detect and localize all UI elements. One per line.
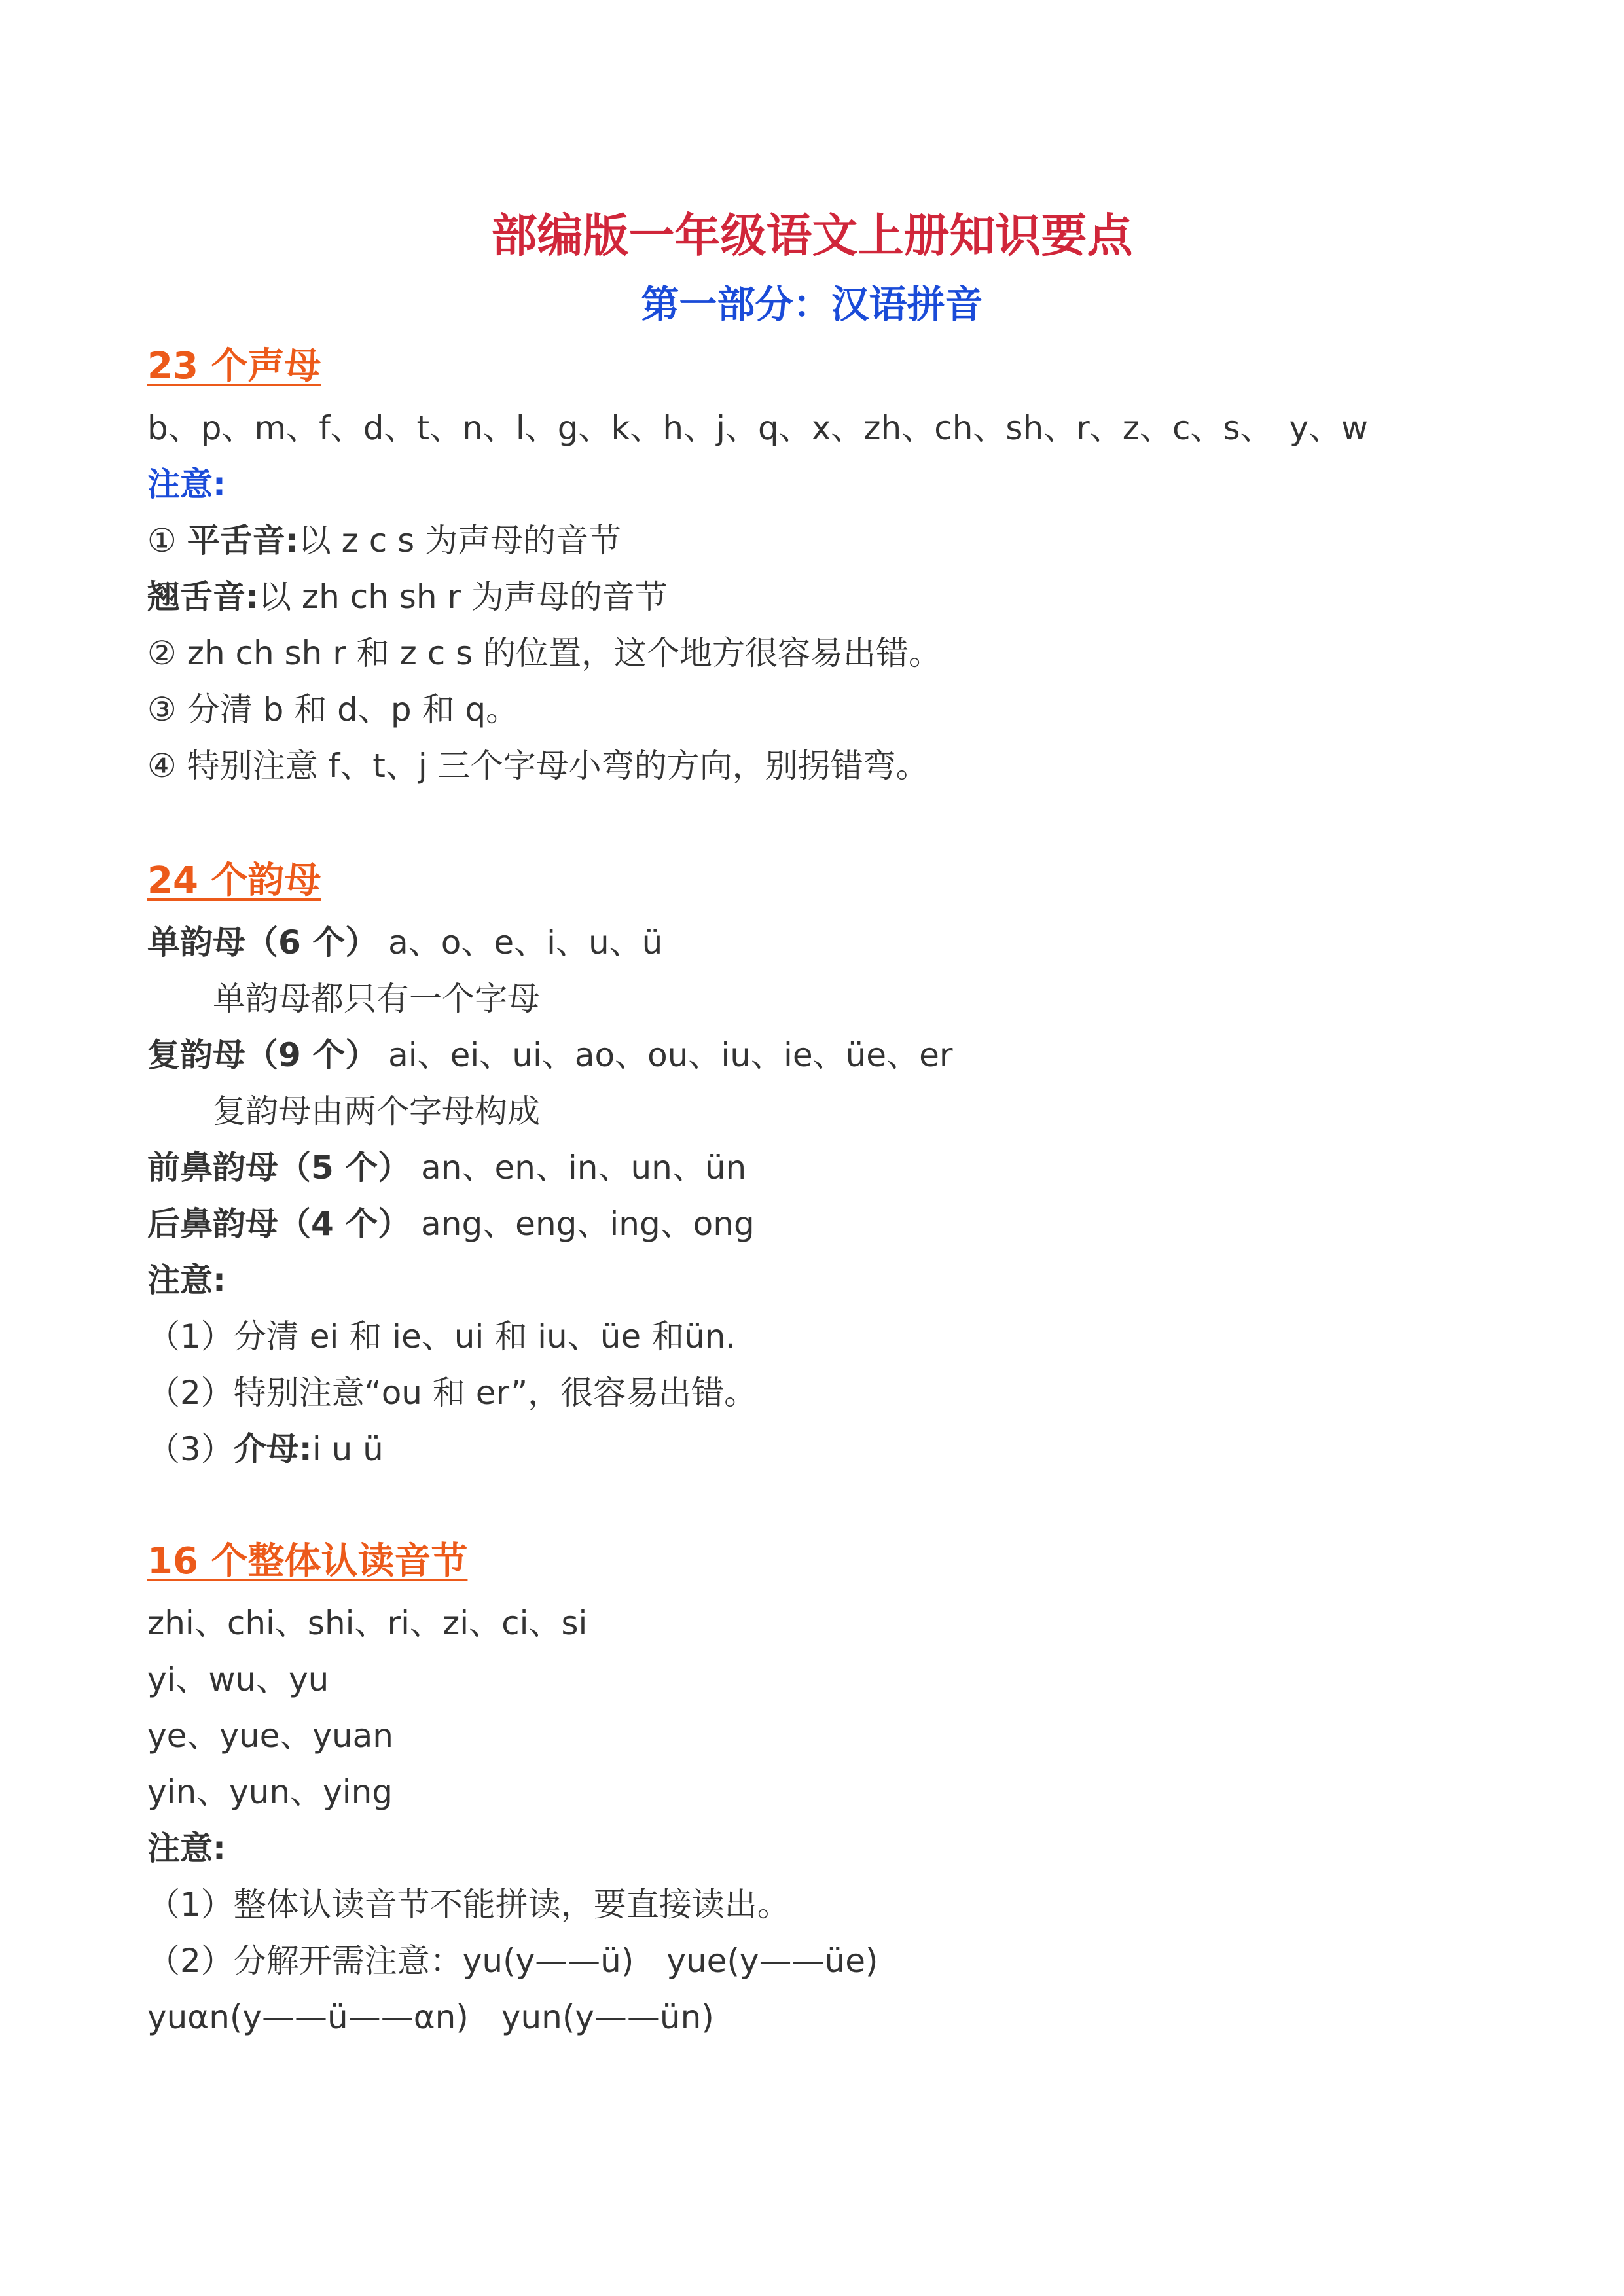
yunmu-fu-row [147,1035,952,1075]
zhengti-note-3: yuαn(y——ü——αn) yun(y——ün) [147,1998,714,2036]
shengmu-note-2: ② zh ch sh r 和 z c s 的位置，这个地方很容易出错。 [147,634,942,672]
page-subtitle: 第一部分：汉语拼音 [641,282,983,327]
row-label: 单韵母（6 个） [147,924,378,961]
shengmu-note-1b [147,577,668,617]
section-heading-yunmu: 24 个韵母 [147,859,321,902]
row-values: ang、eng、ing、ong [421,1205,755,1243]
row-label: 复韵母（9 个） [147,1036,378,1074]
shengmu-note-1 [147,521,621,560]
row-label: 前鼻韵母（5 个） [147,1149,411,1187]
yunmu-note-1: （1）分清 ei 和 ie、ui 和 iu、üe 和ün. [147,1318,736,1355]
yunmu-qian-row [147,1148,746,1187]
yunmu-hou-row [147,1204,755,1244]
yunmu-dan-row [147,923,662,962]
shengmu-list: b、p、m、f、d、t、n、l、g、k、h、j、q、x、zh、ch、sh、r、z、c、s、 y、w [147,409,1368,447]
zhengti-note-label: 注意: [147,1829,226,1867]
row-values: ai、ei、ui、ao、ou、iu、ie、üe、er [388,1036,953,1074]
zhengti-line-1: zhi、chi、shi、ri、zi、ci、si [147,1604,588,1642]
yunmu-note-2: （2）特别注意“ou 和 er”，很容易出错。 [147,1374,757,1412]
yunmu-dan-note: 单韵母都只有一个字母 [213,980,540,1018]
note-term: 平舌音: [187,522,298,560]
note-term: 介母: [233,1430,312,1468]
zhengti-note-1: （1）整体认读音节不能拼读，要直接读出。 [147,1886,790,1924]
yunmu-note-3 [147,1429,384,1469]
note-term: 翘舌音: [147,578,259,616]
zhengti-line-3: ye、yue、yuan [147,1717,394,1755]
section-heading-shengmu: 23 个声母 [147,345,321,387]
row-label: 后鼻韵母（4 个） [147,1205,411,1243]
note-text: 以 z c s 为声母的音节 [298,522,622,560]
yunmu-fu-note: 复韵母由两个字母构成 [213,1092,540,1130]
row-values: a、o、e、i、u、ü [388,924,663,961]
note-text: i u ü [312,1430,384,1468]
zhengti-line-4: yin、yun、ying [147,1773,393,1811]
section-heading-zhengti: 16 个整体认读音节 [147,1540,468,1583]
zhengti-note-2: （2）分解开需注意：yu(y——ü) yue(y——üe) [147,1942,878,1980]
zhengti-line-2: yi、wu、yu [147,1660,329,1698]
note-number: ① [147,522,177,560]
shengmu-note-label: 注意: [147,465,226,503]
row-values: an、en、in、un、ün [421,1149,747,1187]
note-text: 以 zh ch sh r 为声母的音节 [259,578,668,616]
yunmu-note-label: 注意: [147,1261,226,1299]
page-title: 部编版一年级语文上册知识要点 [491,209,1133,262]
note-number: （3） [147,1430,234,1468]
shengmu-note-4: ④ 特别注意 f、t、j 三个字母小弯的方向，别拐错弯。 [147,747,929,785]
shengmu-note-3: ③ 分清 b 和 d、p 和 q。 [147,691,519,728]
